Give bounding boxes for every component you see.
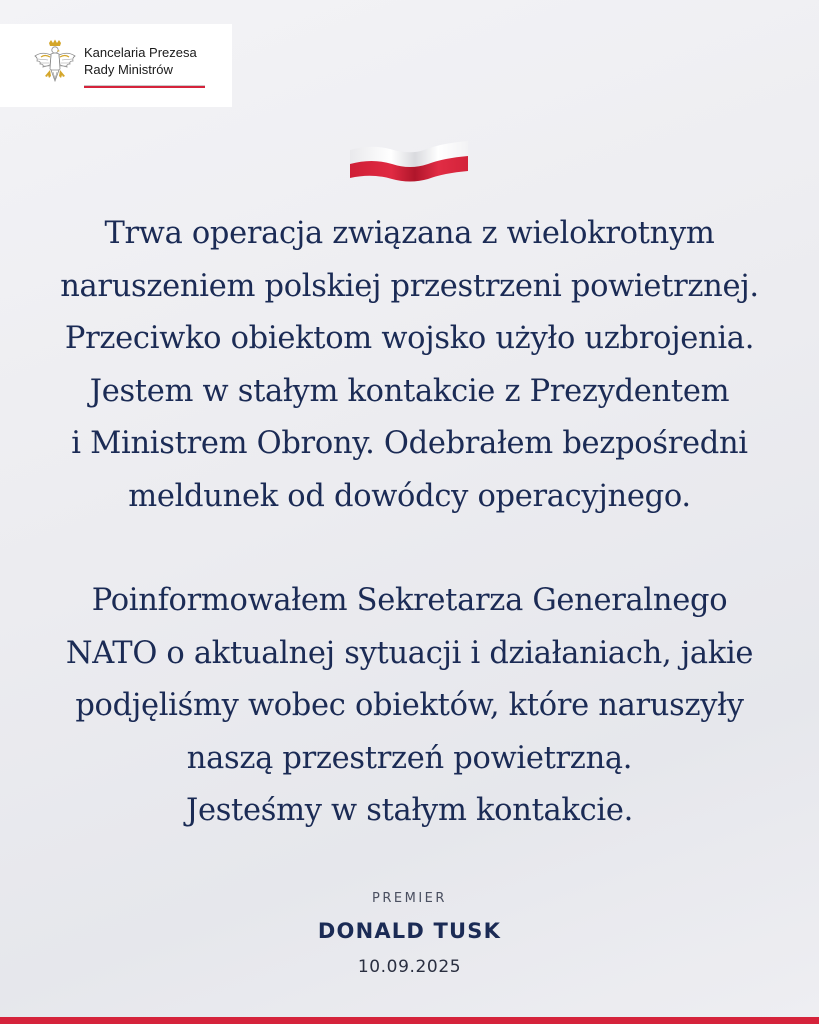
- statement-line: naruszeniem polskiej przestrzeni powietrznej.: [60, 268, 759, 304]
- statement-line: NATO o aktualnej sytuacji i działaniach, jakie: [65, 635, 754, 671]
- statement-line: Jesteśmy w stałym kontakcie.: [186, 793, 633, 828]
- logo-text: [84, 44, 197, 78]
- statement-line: meldunek od dowódcy operacyjnego.: [128, 478, 691, 514]
- statement-line: Trwa operacja związana z wielokrotnym: [104, 216, 715, 251]
- logo-underline: [84, 85, 205, 88]
- statement-line: Poinformowałem Sekretarza Generalnego: [91, 583, 728, 618]
- logo-line-2: Rady Ministrów: [84, 62, 173, 77]
- statement-text: [0, 208, 819, 838]
- polish-flag-icon: [348, 138, 470, 182]
- signature-name: DONALD TUSK: [317, 919, 502, 943]
- statement-paragraph-1: [0, 208, 819, 523]
- statement-paragraph-2: [0, 575, 819, 838]
- statement-line: i Ministrem Obrony. Odebrałem bezpośredni: [71, 426, 748, 461]
- statement-line: naszą przestrzeń powietrzną.: [186, 740, 633, 776]
- statement-line: podjęliśmy wobec obiektów, które naruszyły: [75, 688, 744, 723]
- logo-line-1: Kancelaria Prezesa: [84, 45, 197, 60]
- logo-block: [0, 24, 232, 107]
- bottom-accent-bar: [0, 1017, 819, 1024]
- eagle-emblem-icon: [32, 39, 78, 91]
- signature-date: 10.09.2025: [357, 957, 462, 977]
- signature-role: PREMIER: [372, 891, 447, 906]
- statement-line: Przeciwko obiektom wojsko użyło uzbrojenia.: [64, 321, 755, 356]
- statement-line: Jestem w stałym kontakcie z Prezydentem: [89, 373, 730, 409]
